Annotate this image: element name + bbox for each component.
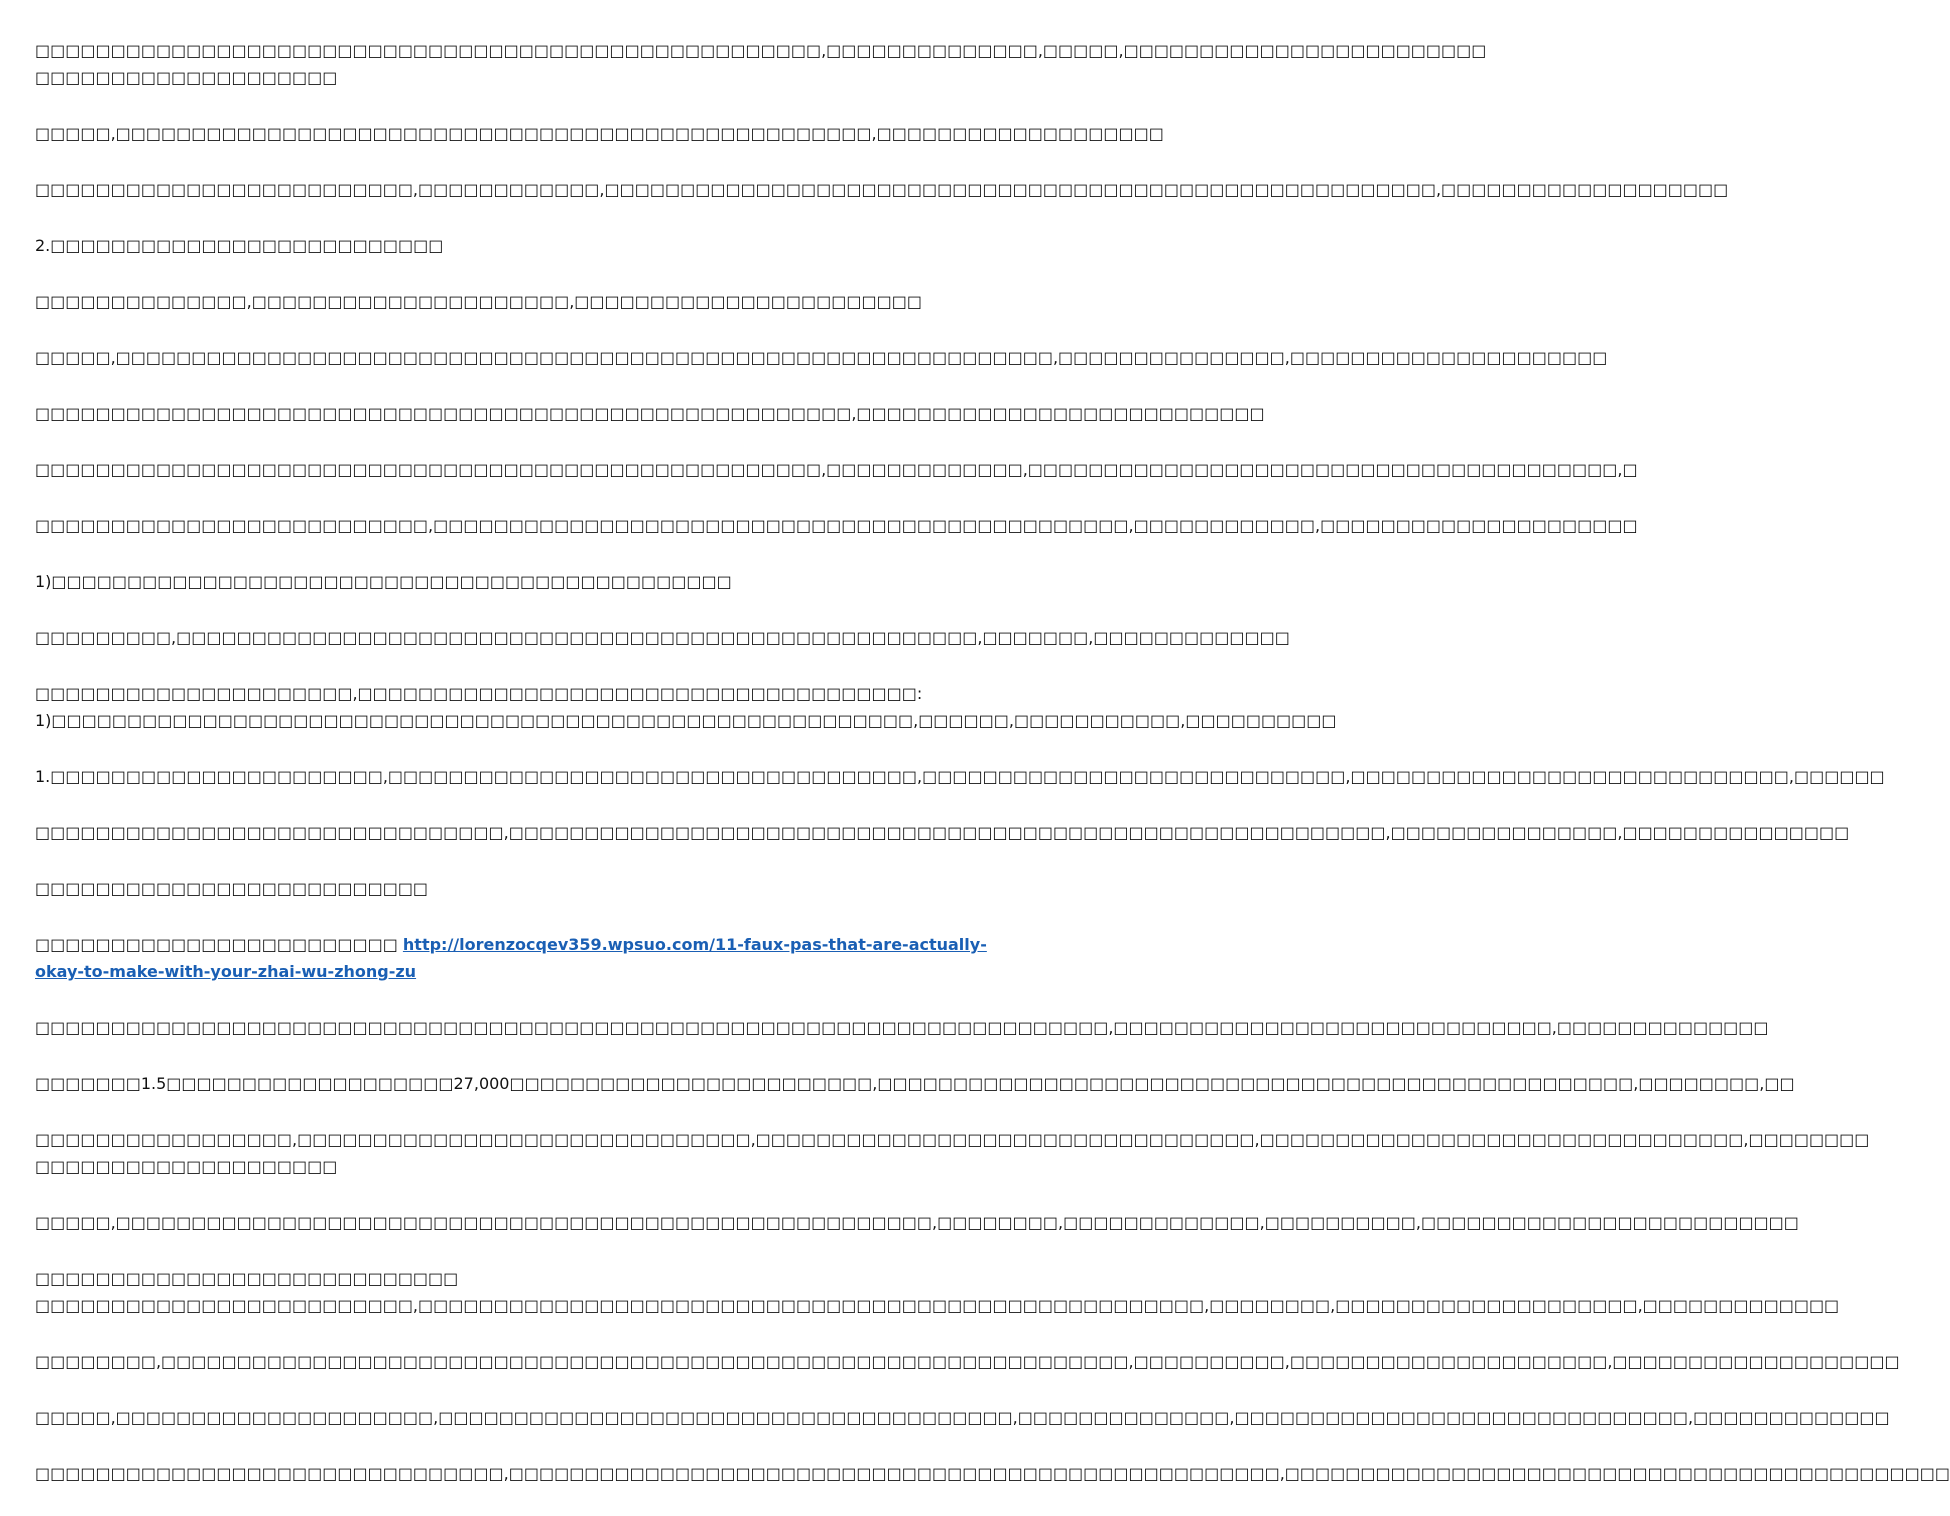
link-paragraph <box>35 931 991 985</box>
paragraph <box>35 1265 1840 1319</box>
paragraph <box>35 176 1729 203</box>
paragraph-line: □□□□□,□□□□□□□□□□□□□□□□□□□□□□□□□□□□□□□□□□□□□□□□□□□□□□□□□□□□□□,□□□□□□□□,□□□□□□□□□□□□□,□□□□□□□□□□,□□□□□□□□□□□□□□□□□□□□□□□□□ <box>35 1213 1799 1232</box>
paragraph-line: □□□□□□□□□□□□□□□□□□□□□□□□□□□□□□□,□□□□□□□□□□□□□□□□□□□□□□□□□□□□□□□□□□□□□□□□□□□□□□□□□□□□□□□□□□,□□□□□□□□□□□□□□□,□□□□□□□□□□□□□□□ <box>35 823 1850 842</box>
paragraph-line: □□□□□□□□□□□□□□□□□□□□ <box>35 68 338 87</box>
paragraph-line: □□□□□□□□□□□□□□,□□□□□□□□□□□□□□□□□□□□□,□□□□□□□□□□□□□□□□□□□□□□□ <box>35 292 922 311</box>
paragraph <box>35 680 1337 734</box>
paragraph-line: □□□□□□□□□□□□□□□□□□□□□□□□□□□□□□□□□□□□□□□□□□□□□□□□□□□□□□□□□□□□□□□□□□□□□□□,□□□□□□□□□□□□□□□□□□□□□□□□□□□□□,□□□□□□□□□□□□□□ <box>35 1018 1769 1037</box>
paragraph-line: □□□□□□□1.5□□□□□□□□□□□□□□□□□□□27,000□□□□□□□□□□□□□□□□□□□□□□□□,□□□□□□□□□□□□□□□□□□□□□□□□□□□□□□□□□□□□□□□□□□□□□□□□□□,□□□□□□□□,□□ <box>35 1074 1795 1093</box>
paragraph <box>35 1404 1890 1431</box>
paragraph <box>35 288 991 315</box>
paragraph-line: □□□□□,□□□□□□□□□□□□□□□□□□□□□,□□□□□□□□□□□□□□□□□□□□□□□□□□□□□□□□□□□□□□,□□□□□□□□□□□□□□,□□□□□□□□□□□□□□□□□□□□□□□□□□□□□□,□□□□□□□□□□□□□ <box>35 1408 1890 1427</box>
link-paragraph-prefix: □□□□□□□□□□□□□□□□□□□□□□□□ <box>35 935 403 954</box>
paragraph-line: □□□□□□□□□□□□□□□□□□□□□□□□□□□□□□□□□□□□□□□□□□□□□□□□□□□□,□□□□□□□□□□□□□,□□□□□□□□□□□□□□□□□□□□□□□□□□□□□□□□□□□□□□□,□ <box>35 460 1638 479</box>
article-link[interactable]: http://lorenzocqev359.wpsuo.com/11-faux-pas-that-are-actually-okay-to-make-with-your-zhai-wu-zhong-zu <box>35 935 987 981</box>
paragraph-line: □□□□□,□□□□□□□□□□□□□□□□□□□□□□□□□□□□□□□□□□□□□□□□□□□□□□□□□□,□□□□□□□□□□□□□□□□□□□ <box>35 124 1164 143</box>
paragraph <box>35 624 1290 651</box>
paragraph-line: □□□□□□□□,□□□□□□□□□□□□□□□□□□□□□□□□□□□□□□□□□□□□□□□□□□□□□□□□□□□□□□□□□□□□□□□□,□□□□□□□□□□,□□□□□□□□□□□□□□□□□□□□□,□□□□□□□□□□□□□□□□□□□ <box>35 1352 1900 1371</box>
paragraph <box>35 1460 1950 1487</box>
paragraph <box>35 568 991 595</box>
paragraph-line: 1.□□□□□□□□□□□□□□□□□□□□□□,□□□□□□□□□□□□□□□□□□□□□□□□□□□□□□□□□□□,□□□□□□□□□□□□□□□□□□□□□□□□□□□□,□□□□□□□□□□□□□□□□□□□□□□□□□□□□□,□□□□□□ <box>35 767 1885 786</box>
paragraph-line: □□□□□□□□□□□□□□□□□□□□□□□□□,□□□□□□□□□□□□,□□□□□□□□□□□□□□□□□□□□□□□□□□□□□□□□□□□□□□□□□□□□□□□□□□□□□□□,□□□□□□□□□□□□□□□□□□□ <box>35 180 1729 199</box>
paragraph-line: □□□□□□□□□□□□□□□□□□□□ <box>35 1157 338 1176</box>
paragraphs-before-link <box>35 37 1885 902</box>
paragraph-line: □□□□□□□□□□□□□□□□□□□□□□□□□□□□ <box>35 1269 459 1288</box>
paragraph-line: □□□□□,□□□□□□□□□□□□□□□□□□□□□□□□□□□□□□□□□□□□□□□□□□□□□□□□□□□□□□□□□□□□□□,□□□□□□□□□□□□□□□,□□□□□□□□□□□□□□□□□□□□□ <box>35 348 1608 367</box>
paragraph <box>35 1126 1870 1180</box>
paragraphs-after-link <box>35 1014 1950 1487</box>
paragraph <box>35 1348 1900 1375</box>
paragraph-line: □□□□□□□□□□□□□□□□□□□□□,□□□□□□□□□□□□□□□□□□□□□□□□□□□□□□□□□□□□□: <box>35 684 923 703</box>
paragraph <box>35 37 1487 91</box>
paragraph-line: 1)□□□□□□□□□□□□□□□□□□□□□□□□□□□□□□□□□□□□□□□□□□□□□□□□□□□□□□□□□,□□□□□□,□□□□□□□□□□□,□□□□□□□□□□ <box>35 711 1337 730</box>
paragraph <box>35 344 1608 371</box>
paragraph <box>35 875 991 902</box>
paragraph-line: □□□□□□□□□□□□□□□□□□□□□□□□□,□□□□□□□□□□□□□□□□□□□□□□□□□□□□□□□□□□□□□□□□□□□□□□□□□□□□,□□□□□□□□,□□□□□□□□□□□□□□□□□□□□,□□□□□□□□□□□□□ <box>35 1296 1840 1315</box>
paragraph-line: □□□□□□□□□□□□□□□□□□□□□□□□□□□□□□□□□□□□□□□□□□□□□□□□□□□□,□□□□□□□□□□□□□□,□□□□□,□□□□□□□□□□□□□□□□□□□□□□□□ <box>35 41 1487 60</box>
paragraph <box>35 763 1885 790</box>
paragraph-line: □□□□□□□□□□□□□□□□□□□□□□□□□□□□□□□□□□□□□□□□□□□□□□□□□□□□□□,□□□□□□□□□□□□□□□□□□□□□□□□□□□ <box>35 404 1265 423</box>
paragraph <box>35 456 1638 483</box>
paragraph-line: □□□□□□□□□□□□□□□□□□□□□□□□□□,□□□□□□□□□□□□□□□□□□□□□□□□□□□□□□□□□□□□□□□□□□□□□□,□□□□□□□□□□□□,□□□□□□□□□□□□□□□□□□□□□ <box>35 516 1638 535</box>
document-body <box>35 37 1950 1516</box>
paragraph-line: □□□□□□□□□□□□□□□□□,□□□□□□□□□□□□□□□□□□□□□□□□□□□□□□,□□□□□□□□□□□□□□□□□□□□□□□□□□□□□□□□□,□□□□□□□□□□□□□□□□□□□□□□□□□□□□□□□□,□□□□□□□□ <box>35 1130 1870 1149</box>
paragraph <box>35 1014 1769 1041</box>
paragraph-line: □□□□□□□□□□□□□□□□□□□□□□□□□□□□□□□,□□□□□□□□□□□□□□□□□□□□□□□□□□□□□□□□□□□□□□□□□□□□□□□□□□□,□□□□□□□□□□□□□□□□□□□□□□□□□□□□□□□□□□□□□□□□□□□□ <box>35 1464 1950 1483</box>
paragraph-line: 2.□□□□□□□□□□□□□□□□□□□□□□□□□□ <box>35 236 444 255</box>
paragraph <box>35 1209 1799 1236</box>
paragraph <box>35 120 1164 147</box>
paragraph-line: □□□□□□□□□,□□□□□□□□□□□□□□□□□□□□□□□□□□□□□□□□□□□□□□□□□□□□□□□□□□□□□,□□□□□□□,□□□□□□□□□□□□□ <box>35 628 1290 647</box>
paragraph-line: □□□□□□□□□□□□□□□□□□□□□□□□□□ <box>35 879 429 898</box>
paragraph-line: 1)□□□□□□□□□□□□□□□□□□□□□□□□□□□□□□□□□□□□□□□□□□□□□ <box>35 572 732 591</box>
paragraph <box>35 232 991 259</box>
paragraph <box>35 400 1265 427</box>
paragraph <box>35 512 1638 539</box>
paragraph <box>35 1070 1795 1097</box>
paragraph <box>35 819 1850 846</box>
